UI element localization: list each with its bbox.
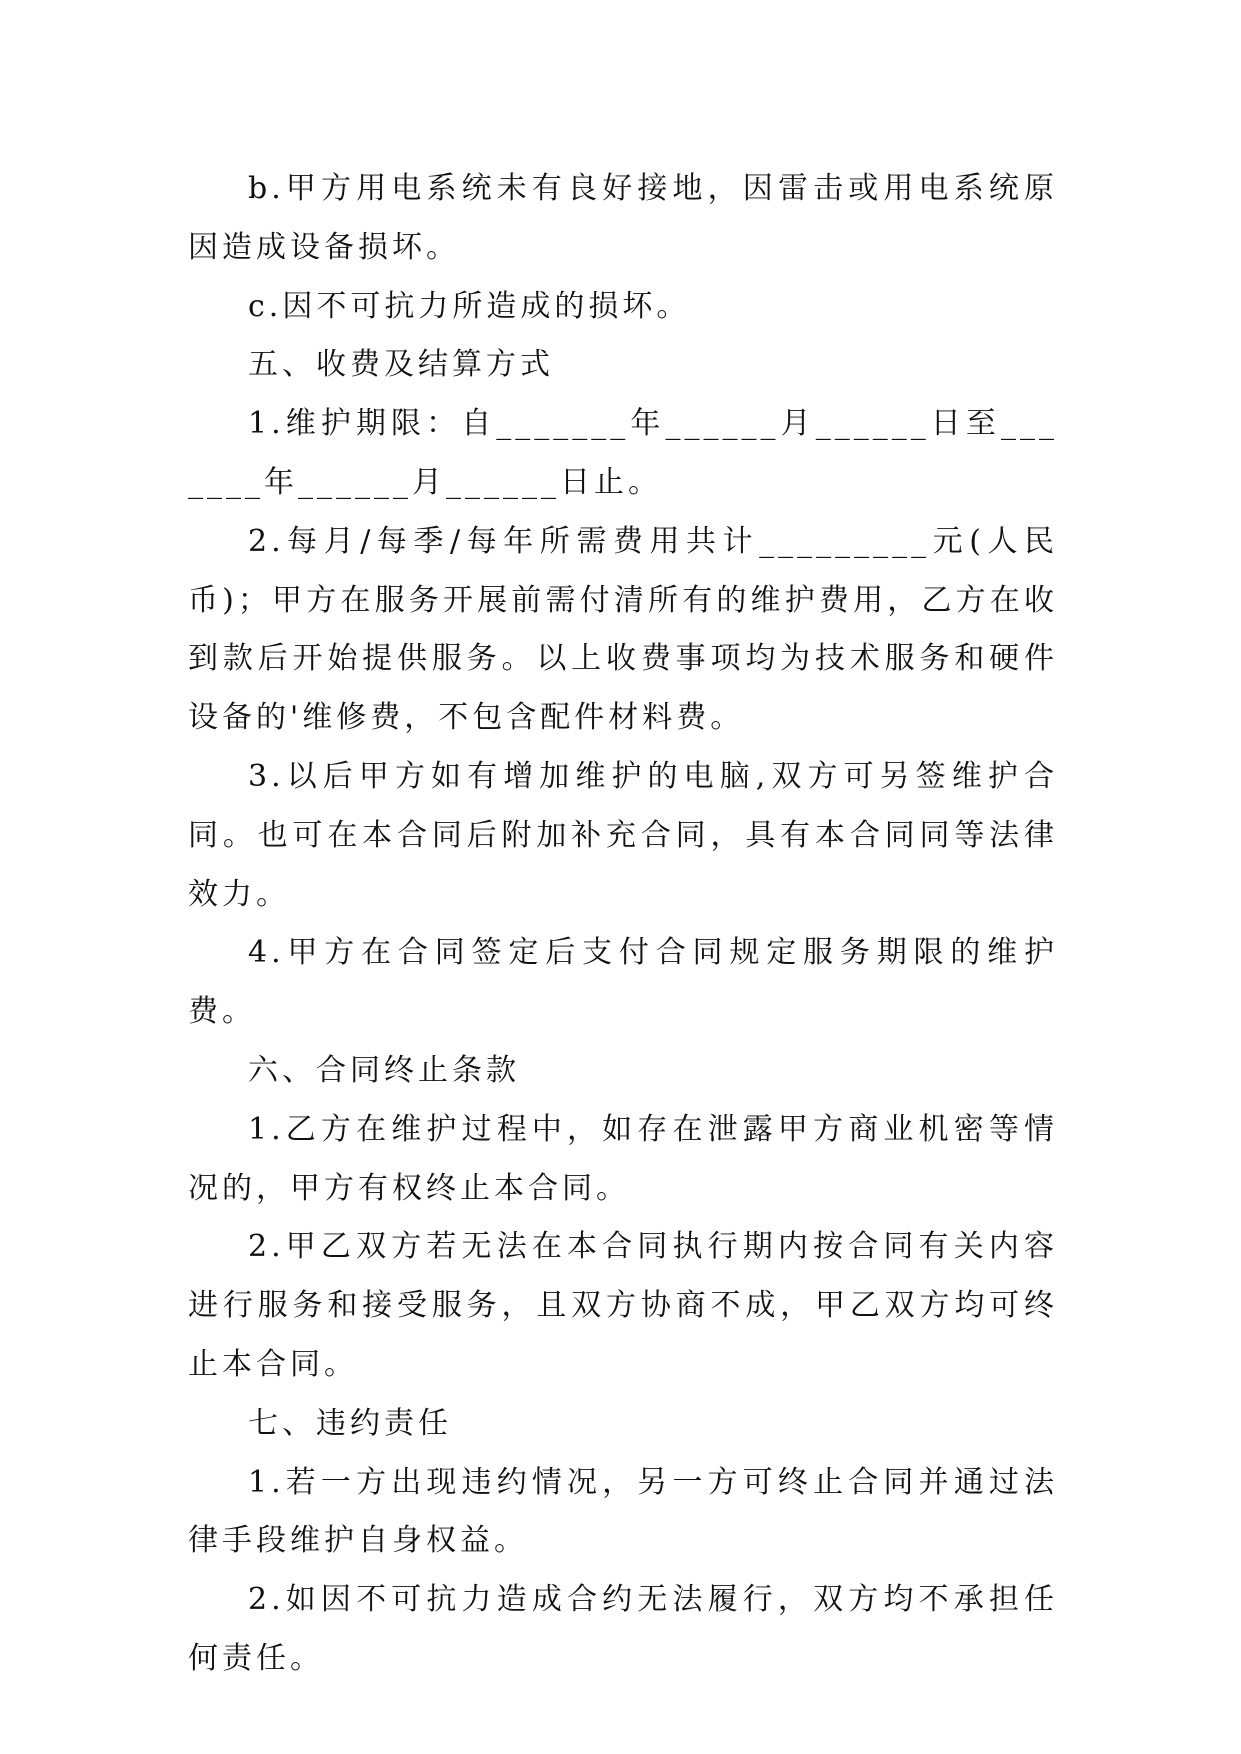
clause-7-2: 2.如因不可抗力造成合约无法履行，双方均不承担任何责任。 <box>188 1582 1058 1676</box>
clause-6-1: 1.乙方在维护过程中，如存在泄露甲方商业机密等情况的，甲方有权终止本合同。 <box>188 1111 1058 1206</box>
clause-b: b.甲方用电系统未有良好接地，因雷击或用电系统原因造成设备损坏。 <box>188 171 1058 265</box>
clause-5-4: 4.甲方在合同签定后支付合同规定服务期限的维护费。 <box>188 935 1058 1030</box>
document-body <box>188 160 1058 1689</box>
section-heading-5: 五、收费及结算方式 <box>248 347 554 383</box>
clause-7-1: 1.若一方出现违约情况，另一方可终止合同并通过法律手段维护自身权益。 <box>188 1464 1058 1559</box>
section-heading-6: 六、合同终止条款 <box>248 1052 520 1088</box>
clause-5-2: 2.每月/每季/每年所需费用共计_________元(人民币)；甲方在服务开展前需付清所有的维护费用，乙方在收到款后开始提供服务。以上收费事项均为技术服务和硬件设备的'维修费，不包含配件材料费。 <box>188 523 1058 736</box>
clause-c: c.因不可抗力所造成的损坏。 <box>248 288 691 324</box>
clause-5-1: 1.维护期限：自_______年______月______日至_______年______月______日止。 <box>188 406 1058 500</box>
clause-5-3: 3.以后甲方如有增加维护的电脑,双方可另签维护合同。也可在本合同后附加补充合同，具有本合同同等法律效力。 <box>188 758 1058 912</box>
section-heading-7: 七、违约责任 <box>248 1405 452 1441</box>
clause-6-2: 2.甲乙双方若无法在本合同执行期内按合同有关内容进行服务和接受服务，且双方协商不成，甲乙双方均可终止本合同。 <box>188 1229 1058 1382</box>
